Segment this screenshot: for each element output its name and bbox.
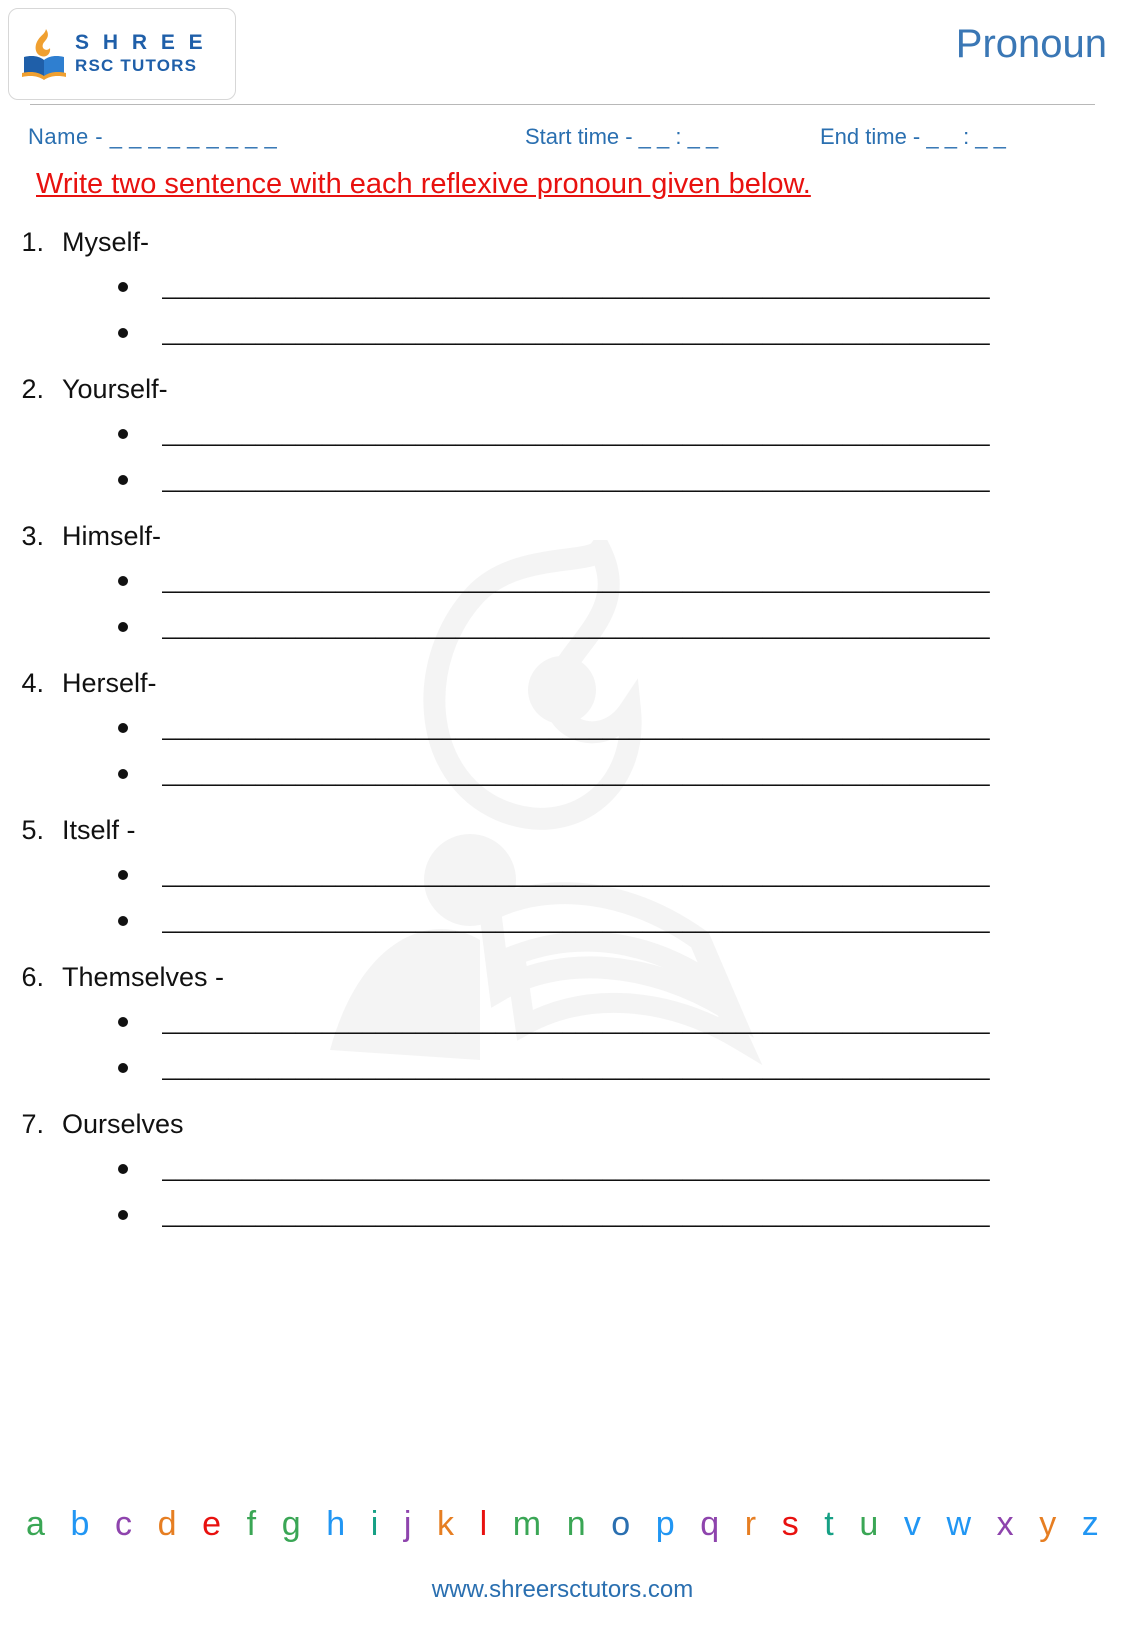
bullet-icon xyxy=(118,622,128,632)
question-item xyxy=(0,815,1125,944)
question-label: Itself - xyxy=(62,815,136,845)
answer-blank[interactable]: ______________________________________________________________ xyxy=(162,468,990,492)
question-number: 1. xyxy=(21,227,44,257)
answer-line[interactable] xyxy=(0,751,1125,797)
end-time-field-label[interactable]: End time - _ _ : _ _ xyxy=(820,124,1006,149)
questions-list xyxy=(0,227,1125,1238)
answer-line[interactable] xyxy=(0,411,1125,457)
logo-container xyxy=(8,8,236,100)
answer-blank[interactable]: ______________________________________________________________ xyxy=(162,569,990,593)
bullet-icon xyxy=(118,870,128,880)
answer-blank[interactable]: ______________________________________________________________ xyxy=(162,615,990,639)
alphabet-letter: z xyxy=(1081,1505,1099,1543)
question-number: 5. xyxy=(21,815,44,845)
bullet-icon xyxy=(118,723,128,733)
alphabet-letter: o xyxy=(611,1505,631,1543)
question-item xyxy=(0,374,1125,503)
alphabet-letter: l xyxy=(479,1505,488,1543)
question-label: Myself- xyxy=(62,227,149,257)
question-item xyxy=(0,227,1125,356)
alphabet-letter: d xyxy=(157,1505,177,1543)
question-number: 2. xyxy=(21,374,44,404)
answer-line[interactable] xyxy=(0,457,1125,503)
header-divider xyxy=(30,104,1095,105)
bullet-icon xyxy=(118,475,128,485)
instruction-text: Write two sentence with each reflexive pronoun given below. xyxy=(36,168,811,200)
logo-title-line1: S H R E E xyxy=(75,30,207,54)
answer-blank[interactable]: ______________________________________________________________ xyxy=(162,716,990,740)
alphabet-letter: p xyxy=(655,1505,675,1543)
question-item xyxy=(0,668,1125,797)
answer-blank[interactable]: ______________________________________________________________ xyxy=(162,1010,990,1034)
bullet-icon xyxy=(118,1017,128,1027)
answer-line[interactable] xyxy=(0,705,1125,751)
alphabet-letter: c xyxy=(115,1505,133,1543)
meta-row xyxy=(0,116,1125,162)
book-flame-logo-icon xyxy=(21,27,67,81)
question-item xyxy=(0,962,1125,1091)
question-number: 7. xyxy=(21,1109,44,1139)
answer-blank[interactable]: ______________________________________________________________ xyxy=(162,1056,990,1080)
alphabet-letter: q xyxy=(700,1505,720,1543)
footer-url[interactable]: www.shreersctutors.com xyxy=(431,1576,694,1603)
answer-line[interactable] xyxy=(0,1146,1125,1192)
question-label: Ourselves xyxy=(62,1109,184,1139)
answer-line[interactable] xyxy=(0,264,1125,310)
page-header xyxy=(0,0,1125,108)
answer-blank[interactable]: ______________________________________________________________ xyxy=(162,909,990,933)
alphabet-letter: w xyxy=(946,1505,972,1543)
question-label: Herself- xyxy=(62,668,157,698)
alphabet-letter: i xyxy=(370,1505,379,1543)
alphabet-letter: t xyxy=(824,1505,834,1543)
bullet-icon xyxy=(118,916,128,926)
answer-blank[interactable]: ______________________________________________________________ xyxy=(162,762,990,786)
answer-line[interactable] xyxy=(0,604,1125,650)
question-number: 4. xyxy=(21,668,44,698)
bullet-icon xyxy=(118,429,128,439)
alphabet-letter: e xyxy=(202,1505,222,1543)
alphabet-letter: a xyxy=(26,1505,45,1543)
bullet-icon xyxy=(118,769,128,779)
alphabet-letter: s xyxy=(781,1505,799,1543)
alphabet-letter: u xyxy=(859,1505,879,1543)
answer-blank[interactable]: ______________________________________________________________ xyxy=(162,1157,990,1181)
bullet-icon xyxy=(118,1210,128,1220)
bullet-icon xyxy=(118,1164,128,1174)
bullet-icon xyxy=(118,1063,128,1073)
answer-blank[interactable]: ______________________________________________________________ xyxy=(162,1203,990,1227)
question-number: 6. xyxy=(21,962,44,992)
answer-line[interactable] xyxy=(0,558,1125,604)
alphabet-letter: b xyxy=(70,1505,90,1543)
answer-line[interactable] xyxy=(0,898,1125,944)
alphabet-letter: v xyxy=(903,1505,921,1543)
answer-line[interactable] xyxy=(0,1045,1125,1091)
answer-blank[interactable]: ______________________________________________________________ xyxy=(162,321,990,345)
alphabet-letter: m xyxy=(512,1505,542,1543)
question-item xyxy=(0,1109,1125,1238)
name-field-label[interactable]: Name - _ _ _ _ _ _ _ _ _ xyxy=(28,124,278,149)
question-item xyxy=(0,521,1125,650)
answer-line[interactable] xyxy=(0,852,1125,898)
alphabet-letter: k xyxy=(437,1505,455,1543)
question-label: Himself- xyxy=(62,521,161,551)
alphabet-letter: f xyxy=(246,1505,257,1543)
alphabet-letter: x xyxy=(996,1505,1014,1543)
answer-blank[interactable]: ______________________________________________________________ xyxy=(162,863,990,887)
answer-line[interactable] xyxy=(0,999,1125,1045)
logo-title-line2: RSC TUTORS xyxy=(75,56,198,76)
start-time-field-label[interactable]: Start time - _ _ : _ _ xyxy=(525,124,719,149)
alphabet-letter: r xyxy=(744,1505,757,1543)
question-number: 3. xyxy=(21,521,44,551)
alphabet-letter: y xyxy=(1039,1505,1057,1543)
alphabet-strip xyxy=(0,1505,1125,1544)
bullet-icon xyxy=(118,576,128,586)
answer-blank[interactable]: ______________________________________________________________ xyxy=(162,422,990,446)
page-title: Pronoun xyxy=(955,22,1107,66)
answer-line[interactable] xyxy=(0,310,1125,356)
answer-blank[interactable]: ______________________________________________________________ xyxy=(162,275,990,299)
question-label: Yourself- xyxy=(62,374,168,404)
alphabet-letter: g xyxy=(281,1505,301,1543)
alphabet-letter: n xyxy=(566,1505,586,1543)
answer-line[interactable] xyxy=(0,1192,1125,1238)
question-label: Themselves - xyxy=(62,962,225,992)
bullet-icon xyxy=(118,282,128,292)
alphabet-letter: h xyxy=(326,1505,346,1543)
alphabet-letter: j xyxy=(403,1505,412,1543)
bullet-icon xyxy=(118,328,128,338)
